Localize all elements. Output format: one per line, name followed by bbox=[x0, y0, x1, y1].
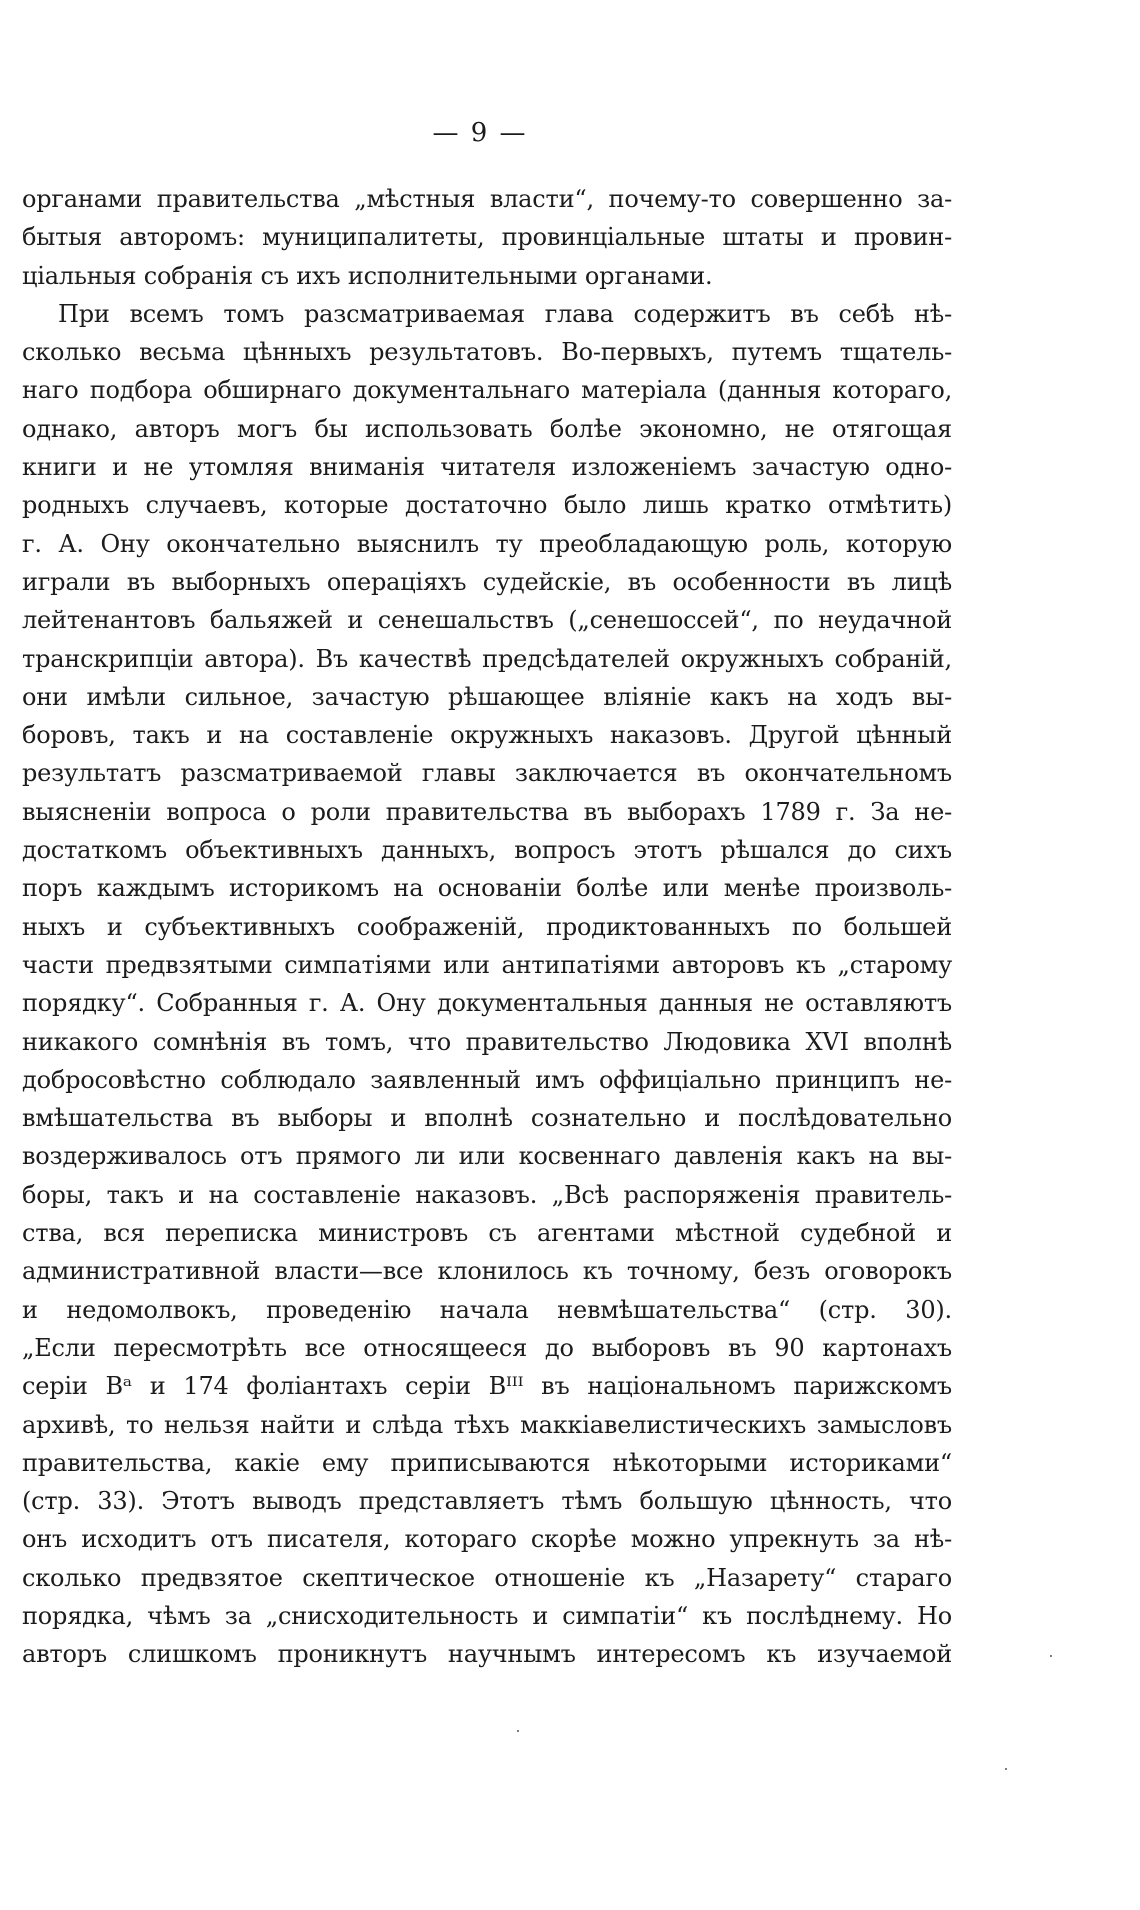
scan-speck bbox=[517, 1730, 519, 1732]
scan-speck bbox=[1050, 1655, 1052, 1657]
text-line: органами правительства „мѣстныя власти“, почему-то совершенно за- bbox=[22, 185, 952, 213]
text-line: сколько предвзятое скептическое отношеніе къ „Назарету“ стараго bbox=[22, 1563, 952, 1592]
text-line: вмѣшательства въ выборы и вполнѣ сознательно и послѣдовательно bbox=[22, 1104, 952, 1133]
text-line: играли въ выборныхъ операціяхъ судейскіе, въ особенности въ лицѣ bbox=[22, 567, 952, 596]
text-line: воздерживалось отъ прямого ли или косвеннаго давленія какъ на вы- bbox=[22, 1142, 952, 1171]
text-line: однако, авторъ могъ бы использовать болѣе экономно, не отягощая bbox=[22, 414, 952, 443]
text-line: они имѣли сильное, зачастую рѣшающее вліяніе какъ на ходъ вы- bbox=[22, 682, 952, 711]
text-line: правительства, какіе ему приписываются нѣкоторыми историками“ bbox=[22, 1448, 952, 1477]
page-number: — 9 — bbox=[432, 118, 528, 148]
text-line: порядка, чѣмъ за „снисходительность и симпатіи“ къ послѣднему. Но bbox=[22, 1601, 952, 1630]
text-line: онъ исходитъ отъ писателя, котораго скорѣе можно упрекнуть за нѣ- bbox=[22, 1525, 952, 1554]
text-line: серіи Bᵃ и 174 фоліантахъ серіи Bᴵᴵᴵ въ національномъ парижскомъ bbox=[22, 1372, 952, 1401]
text-line: выясненіи вопроса о роли правительства въ выборахъ 1789 г. За не- bbox=[22, 797, 952, 826]
body-text bbox=[22, 180, 952, 1674]
text-line: ныхъ и субъективныхъ соображеній, продиктованныхъ по большей bbox=[22, 912, 952, 941]
text-line: лейтенантовъ бальяжей и сенешальствъ („сенешоссей“, по неудачной bbox=[22, 606, 952, 635]
text-line: достаткомъ объективныхъ данныхъ, вопросъ этотъ рѣшался до сихъ bbox=[22, 836, 952, 865]
text-line: При всемъ томъ разсматриваемая глава содержитъ въ себѣ нѣ- bbox=[58, 299, 952, 328]
text-line: авторъ слишкомъ проникнутъ научнымъ интересомъ къ изучаемой bbox=[22, 1640, 952, 1669]
text-line: транскрипціи автора). Въ качествѣ предсѣдателей окружныхъ собраній, bbox=[22, 644, 952, 673]
text-line: архивѣ, то нельзя найти и слѣда тѣхъ маккіавелистическихъ замысловъ bbox=[22, 1410, 952, 1439]
text-line: книги и не утомляя вниманія читателя изложеніемъ зачастую одно- bbox=[22, 453, 952, 482]
text-line: добросовѣстно соблюдало заявленный имъ оффиціально принципъ не- bbox=[22, 1065, 952, 1094]
text-line: „Если пересмотрѣть все относящееся до выборовъ въ 90 картонахъ bbox=[22, 1333, 952, 1362]
text-line: и недомолвокъ, проведенію начала невмѣшательства“ (стр. 30). bbox=[22, 1295, 952, 1324]
text-line: никакого сомнѣнія въ томъ, что правительство Людовика XVI вполнѣ bbox=[22, 1027, 952, 1056]
text-line: административной власти—все клонилось къ точному, безъ оговорокъ bbox=[22, 1257, 952, 1286]
text-line: боры, такъ и на составленіе наказовъ. „Всѣ распоряженія правитель- bbox=[22, 1180, 952, 1209]
text-line: ства, вся переписка министровъ съ агентами мѣстной судебной и bbox=[22, 1219, 952, 1248]
text-line: части предвзятыми симпатіями или антипатіями авторовъ къ „старому bbox=[22, 950, 952, 979]
text-line: ціальныя собранія съ ихъ исполнительными органами. bbox=[22, 261, 713, 290]
text-line: бытыя авторомъ: муниципалитеты, провинціальные штаты и провин- bbox=[22, 223, 952, 252]
text-line: боровъ, такъ и на составленіе окружныхъ наказовъ. Другой цѣнный bbox=[22, 721, 952, 750]
text-line: наго подбора обширнаго документальнаго матеріала (данныя котораго, bbox=[22, 376, 952, 405]
text-line: родныхъ случаевъ, которые достаточно было лишь кратко отмѣтить) bbox=[22, 491, 952, 520]
scan-speck bbox=[1005, 1768, 1007, 1770]
text-line: сколько весьма цѣнныхъ результатовъ. Во-первыхъ, путемъ тщатель- bbox=[22, 338, 952, 367]
text-line: поръ каждымъ историкомъ на основаніи болѣе или менѣе произволь- bbox=[22, 874, 952, 903]
text-line: порядку“. Собранныя г. А. Ону документальныя данныя не оставляютъ bbox=[22, 989, 952, 1018]
text-line: (стр. 33). Этотъ выводъ представляетъ тѣмъ большую цѣнность, что bbox=[22, 1487, 952, 1516]
text-line: г. А. Ону окончательно выяснилъ ту преобладающую роль, которую bbox=[22, 529, 952, 558]
text-line: результатъ разсматриваемой главы заключается въ окончательномъ bbox=[22, 759, 952, 788]
